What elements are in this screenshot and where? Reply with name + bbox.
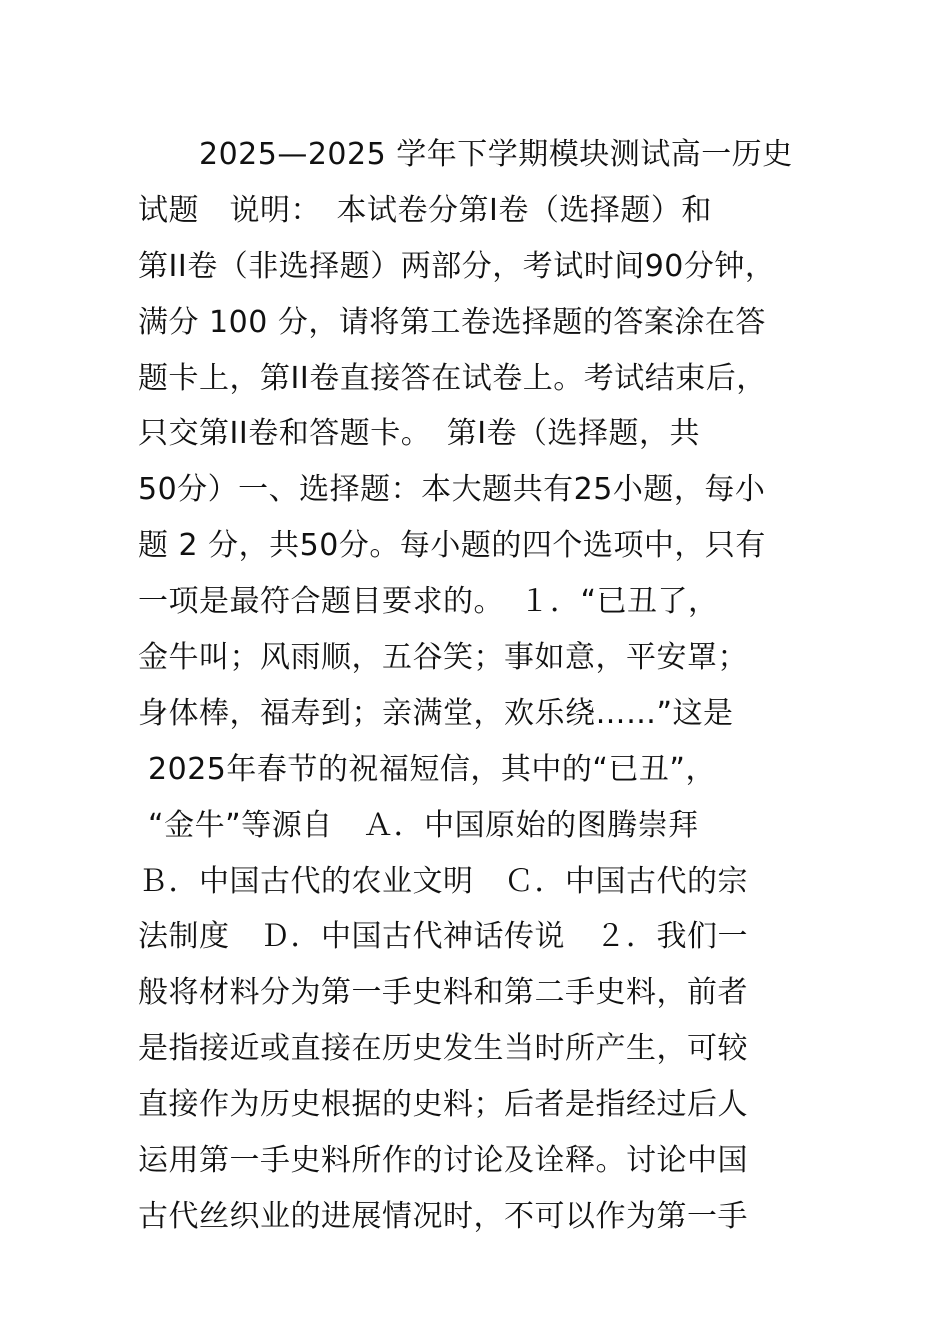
text-line: 古代丝织业的进展情况时，不可以作为第一手 — [138, 1198, 748, 1234]
text-line: Ｂ．中国古代的农业文明 Ｃ．中国古代的宗 — [138, 863, 748, 899]
text-line: 题卡上，第II卷直接答在试卷上。考试结束后， — [138, 360, 767, 396]
text-line: 一项是最符合题目要求的。 １．“已丑了， — [138, 584, 719, 620]
text-line: 试题 说明： 本试卷分第Ⅰ卷（选择题）和 — [138, 192, 712, 228]
text-line: 般将材料分为第一手史料和第二手史料，前者 — [138, 975, 748, 1011]
text-line: 2025—2025 学年下学期模块测试高一历史 — [138, 137, 793, 172]
text-line: 50分）一、选择题：本大题共有25小题，每小 — [138, 472, 766, 508]
text-line: 身体棒，福寿到；亲满堂，欢乐绕……”这是 — [138, 695, 734, 731]
text-line: 只交第II卷和答题卡。 第Ⅰ卷（选择题，共 — [138, 416, 701, 452]
text-line: 法制度 Ｄ．中国古代神话传说 ２．我们一 — [138, 919, 748, 955]
text-line: 直接作为历史根据的史料；后者是指经过后人 — [138, 1087, 748, 1123]
text-line: 2025年春节的祝福短信，其中的“已丑”， — [138, 751, 716, 787]
exam-text-body — [138, 127, 838, 1245]
text-line: 是指接近或直接在历史发生当时所产生，可较 — [138, 1031, 748, 1067]
text-line: 题 2 分，共50分。每小题的四个选项中，只有 — [138, 528, 766, 564]
text-line: 运用第一手史料所作的讨论及诠释。讨论中国 — [138, 1143, 748, 1179]
text-line: 第II卷（非选择题）两部分，考试时间90分钟， — [138, 248, 776, 284]
text-line: 满分 100 分，请将第工卷选择题的答案涂在答 — [138, 304, 766, 340]
text-line: “金牛”等源自 Ａ．中国原始的图腾崇拜 — [138, 807, 699, 843]
text-line: 金牛叫；风雨顺，五谷笑；事如意，平安罩； — [138, 640, 748, 676]
